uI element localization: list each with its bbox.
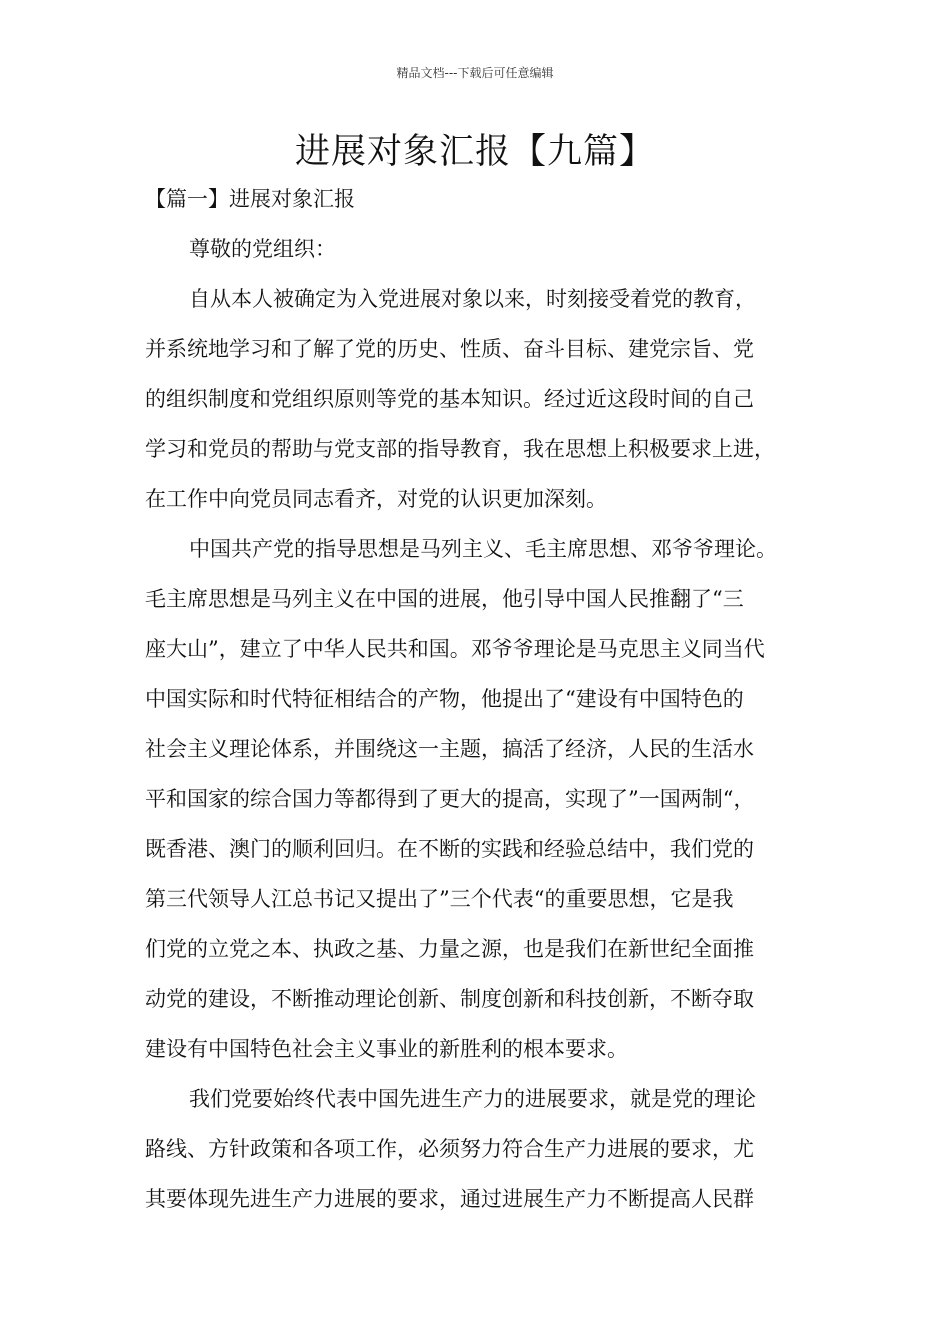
body-line: 建设有中国特色社会主义事业的新胜利的根本要求。 — [145, 1037, 628, 1061]
body-line: 学习和党员的帮助与党支部的指导教育，我在思想上积极要求上进， — [145, 437, 775, 461]
body-line: 社会主义理论体系，并围绕这一主题，搞活了经济，人民的生活水 — [145, 737, 754, 761]
header-note: 精品文档---下载后可任意编辑 — [396, 66, 554, 80]
body-line: 毛主席思想是马列主义在中国的进展，他引导中国人民推翻了“三 — [145, 587, 744, 611]
body-line: 尊敬的党组织： — [189, 237, 336, 261]
body-line: 动党的建设，不断推动理论创新、制度创新和科技创新，不断夺取 — [145, 987, 754, 1011]
body-line: 其要体现先进生产力进展的要求，通过进展生产力不断提高人民群 — [145, 1187, 754, 1211]
body-line: 第三代领导人江总书记又提出了”三个代表“的重要思想，它是我 — [145, 887, 734, 911]
body-line: 我们党要始终代表中国先进生产力的进展要求，就是党的理论 — [189, 1087, 756, 1111]
body-line: 座大山”，建立了中华人民共和国。邓爷爷理论是马克思主义同当代 — [145, 637, 765, 661]
body-line: 自从本人被确定为入党进展对象以来，时刻接受着党的教育， — [189, 287, 756, 311]
body-line: 既香港、澳门的顺利回归。在不断的实践和经验总结中，我们党的 — [145, 837, 754, 861]
body-line: 中国共产党的指导思想是马列主义、毛主席思想、邓爷爷理论。 — [189, 537, 777, 561]
document-body — [145, 233, 835, 1233]
body-line: 平和国家的综合国力等都得到了更大的提高，实现了”一国两制“， — [145, 787, 755, 811]
body-line: 在工作中向党员同志看齐，对党的认识更加深刻。 — [145, 487, 607, 511]
body-line: 中国实际和时代特征相结合的产物，他提出了“建设有中国特色的 — [145, 687, 744, 711]
body-line: 路线、方针政策和各项工作，必须努力符合生产力进展的要求，尤 — [145, 1137, 754, 1161]
section-heading: 【篇一】进展对象汇报 — [145, 187, 355, 211]
body-line: 们党的立党之本、执政之基、力量之源，也是我们在新世纪全面推 — [145, 937, 754, 961]
body-line: 并系统地学习和了解了党的历史、性质、奋斗目标、建党宗旨、党 — [145, 337, 754, 361]
document-title: 进展对象汇报【九篇】 — [294, 132, 655, 172]
body-line: 的组织制度和党组织原则等党的基本知识。经过近这段时间的自己 — [145, 387, 754, 411]
